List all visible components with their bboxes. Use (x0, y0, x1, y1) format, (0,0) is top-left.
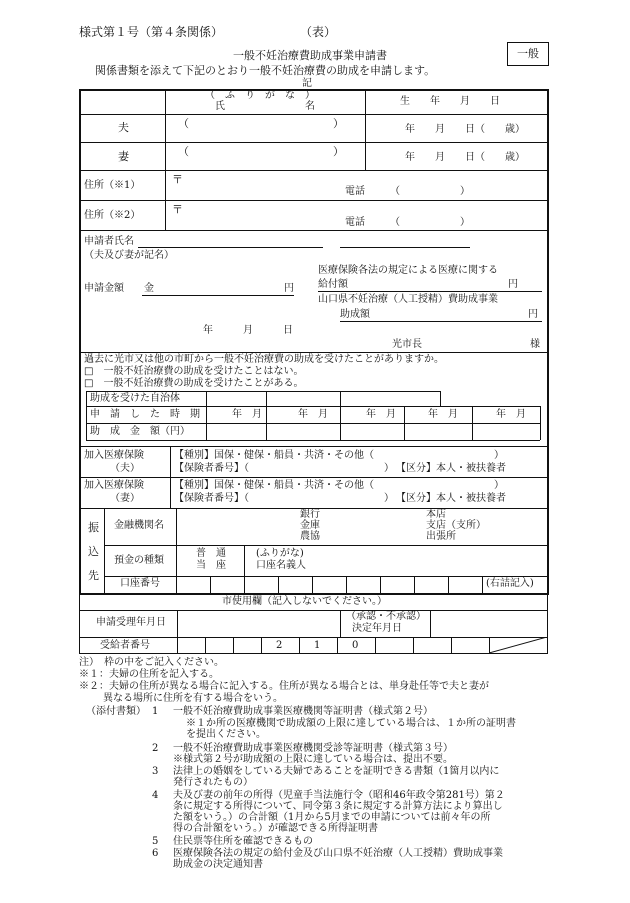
wife-insurer-number[interactable]: 【保険者番号】（ (174, 493, 249, 504)
amount-prefix: 金 (144, 283, 154, 294)
branch-type-1[interactable]: 本店 (426, 509, 446, 520)
period-label: 申 請 し た 時 期 (90, 409, 200, 420)
applicant-name-note: （夫及び妻が記名） (84, 250, 174, 261)
note-1: ※１：夫婦の住所を記入する。 (79, 669, 219, 680)
husband-furigana-close: ） (333, 117, 344, 130)
municipality-label: 助成を受けた自治体 (90, 393, 180, 404)
wife-insurance-type[interactable]: 【種別】国保・健保・船員・共済・その他（ ） (174, 480, 504, 491)
attachment-4d: 得の合計額をいう。）が確認できる所得証明書 (173, 823, 378, 834)
attachment-4c: た額をいう。）の合計額（1月から5月までの申請については前々年の所 (173, 812, 491, 823)
subsidy-yen: 円 (528, 309, 538, 320)
attachment-6b: 助成金の決定通知書 (173, 859, 263, 870)
period-cell-2[interactable]: 年 月 (298, 409, 328, 420)
attachment-5: 住民票等住所を確認できるもの (173, 836, 313, 847)
branch-type-2[interactable]: 支店（支所） (426, 520, 486, 531)
form-title: 一般不妊治療費助成事業申請書 (233, 49, 387, 62)
attachment-3b: 発行されたもの） (173, 777, 253, 788)
period-cell-3[interactable]: 年 月 (366, 409, 396, 420)
front-side-label: （表） (300, 25, 337, 39)
applicant-name-field-2[interactable] (340, 247, 470, 248)
subsidy-label-1: 山口県不妊治療（人工授精）費助成事業 (318, 294, 498, 305)
attachment-5-number: 5 (152, 836, 159, 847)
attachment-2-number: 2 (152, 743, 159, 754)
recipient-number-label: 受給者番号 (100, 640, 150, 651)
attachments-label: （添付書類） (86, 706, 146, 717)
husband-insurance-label: 加入医療保険 (84, 450, 144, 461)
address-2-label: 住所（※2） (84, 210, 141, 221)
institution-label: 金融機関名 (114, 520, 164, 531)
note-general: 注） 枠の中をご記入ください。 (79, 657, 224, 668)
ki-label: 記 (302, 78, 312, 89)
transfer-side-2: 込 (88, 545, 99, 558)
name-header: 氏 名 (215, 101, 315, 112)
recipient-slash (489, 637, 547, 653)
wife-insurance-category[interactable]: 【区分】本人・被扶養者 (396, 493, 506, 504)
benefit-field[interactable] (318, 291, 542, 292)
period-cell-4[interactable]: 年 月 (428, 409, 458, 420)
husband-name-field[interactable]: （ (178, 117, 189, 130)
address-2-phone[interactable]: 電話 （ ） (345, 217, 470, 228)
attachment-6-number: 6 (152, 848, 159, 859)
application-date[interactable]: 年 月 日 (203, 325, 293, 336)
wife-furigana-close: ） (333, 145, 344, 158)
wife-dob-field[interactable]: 年 月 日（ 歳） (405, 152, 525, 163)
applicant-name-field-1[interactable] (138, 247, 323, 248)
husband-insurer-number[interactable]: 【保険者番号】（ (174, 463, 249, 474)
benefit-yen: 円 (508, 279, 518, 290)
wife-insurance-label: 加入医療保険 (84, 480, 144, 491)
received-date-label: 申請受理年月日 (96, 617, 166, 628)
mayor-honorific: 様 (530, 339, 540, 350)
decision-label-2: 決定年月日 (352, 623, 402, 634)
note-2b: 異なる場所に住所を有する場合をいう。 (103, 693, 283, 704)
recipient-digit-2: 1 (314, 640, 321, 651)
husband-insurer-close: ） (384, 463, 394, 474)
account-ordinary[interactable]: 普 通 (196, 548, 226, 559)
branch-type-3[interactable]: 出張所 (426, 531, 456, 542)
attachment-1: 一般不妊治療費助成事業医療機関等証明書（様式第２号） (173, 706, 433, 717)
bank-type-1[interactable]: 銀行 (300, 509, 320, 520)
form-number: 様式第１号（第４条関係） (79, 25, 224, 39)
applicant-name-label: 申請者氏名 (84, 236, 134, 247)
attachment-1-number: 1 (152, 706, 159, 717)
attachment-6a: 医療保険各法の規定の給付金及び山口県不妊治療（人工授精）費助成事業 (173, 848, 503, 859)
benefit-label-1: 医療保険各法の規定による医療に関する (318, 265, 498, 276)
account-number-label: 口座番号 (120, 578, 160, 589)
address-1-phone[interactable]: 電話 （ ） (345, 186, 470, 197)
decision-label-1: （承認・不承認） (346, 611, 426, 622)
account-number-note: (右詰記入) (486, 578, 534, 589)
intro-text: 関係書類を添えて下記のとおり一般不妊治療費の助成を申請します。 (95, 64, 436, 77)
bank-type-2[interactable]: 金庫 (300, 520, 320, 531)
holder-label: 口座名義人 (256, 560, 306, 571)
dob-header: 生 年 月 日 (400, 96, 500, 107)
transfer-side-1: 振 (88, 521, 99, 534)
mayor-label: 光市長 (392, 339, 422, 350)
attachment-4b: 条に規定する所得について、同令第３条に規定する計算方法により算出し (173, 801, 503, 812)
address-2-field[interactable]: 〒 (172, 203, 183, 216)
past-amount-label: 助 成 金 額（円） (90, 426, 190, 437)
wife-insurer-close: ） (384, 493, 394, 504)
attachment-1-sub-b: を提出ください。 (186, 729, 266, 740)
option-received[interactable]: □ 一般不妊治療費の助成を受けたことがある。 (84, 378, 304, 389)
wife-label: 妻 (118, 150, 129, 163)
wife-name-field[interactable]: （ (178, 145, 189, 158)
husband-dob-field[interactable]: 年 月 日（ 歳） (405, 124, 525, 135)
address-1-label: 住所（※1） (84, 180, 141, 191)
office-use-header: 市使用欄（記入しないでください。） (222, 596, 387, 607)
husband-label: 夫 (118, 121, 129, 134)
account-current[interactable]: 当 座 (196, 560, 226, 571)
option-never-received[interactable]: □ 一般不妊治療費の助成を受けたことはない。 (84, 366, 304, 377)
amount-field[interactable] (142, 295, 294, 296)
transfer-side-3: 先 (88, 569, 99, 582)
subsidy-field[interactable] (340, 321, 542, 322)
attachment-2: 一般不妊治療費助成事業医療機関受診等証明書（様式第３号） (173, 743, 453, 754)
past-question: 過去に光市又は他の市町から一般不妊治療費の助成を受けたことがありますか。 (84, 354, 444, 365)
wife-insurance-sub: （妻） (110, 493, 140, 504)
attachment-4a: 夫及び妻の前年の所得（児童手当法施行令（昭和46年政令第281号）第２ (173, 790, 505, 801)
recipient-digit-3: 0 (352, 640, 359, 651)
husband-insurance-sub: （夫） (110, 463, 140, 474)
bank-type-3[interactable]: 農協 (300, 531, 320, 542)
category-badge: 一般 (507, 42, 549, 66)
husband-insurance-type[interactable]: 【種別】国保・健保・船員・共済・その他（ ） (174, 450, 504, 461)
period-cell-5[interactable]: 年 月 (496, 409, 526, 420)
note-2a: ※２：夫婦の住所が異なる場合に記入する。住所が異なる場合とは、単身赴任等で夫と妻が (79, 681, 489, 692)
attachment-2-sub: ※様式第２号が助成額の上限に達している場合は、提出不要。 (173, 754, 453, 765)
account-type-label: 預金の種類 (114, 555, 164, 566)
period-cell-1[interactable]: 年 月 (232, 409, 262, 420)
subsidy-label-2: 助成額 (340, 309, 370, 320)
amount-label: 申請金額 (84, 283, 124, 294)
address-1-field[interactable]: 〒 (172, 173, 183, 186)
attachment-3a: 法律上の婚姻をしている夫婦であることを証明できる書類（1箇月以内に (173, 766, 500, 777)
furigana-header: （ ふ り が な ） (205, 90, 315, 101)
amount-yen: 円 (284, 283, 294, 294)
attachment-1-sub-a: ※１か所の医療機関で助成額の上限に達している場合は、１か所の証明書 (186, 718, 516, 729)
husband-insurance-category[interactable]: 【区分】本人・被扶養者 (396, 463, 506, 474)
attachment-3-number: 3 (152, 766, 159, 777)
benefit-label-2: 給付額 (318, 279, 348, 290)
holder-kana-label: (ふりがな) (256, 548, 304, 559)
recipient-digit-1: 2 (276, 640, 283, 651)
attachment-4-number: 4 (152, 790, 159, 801)
